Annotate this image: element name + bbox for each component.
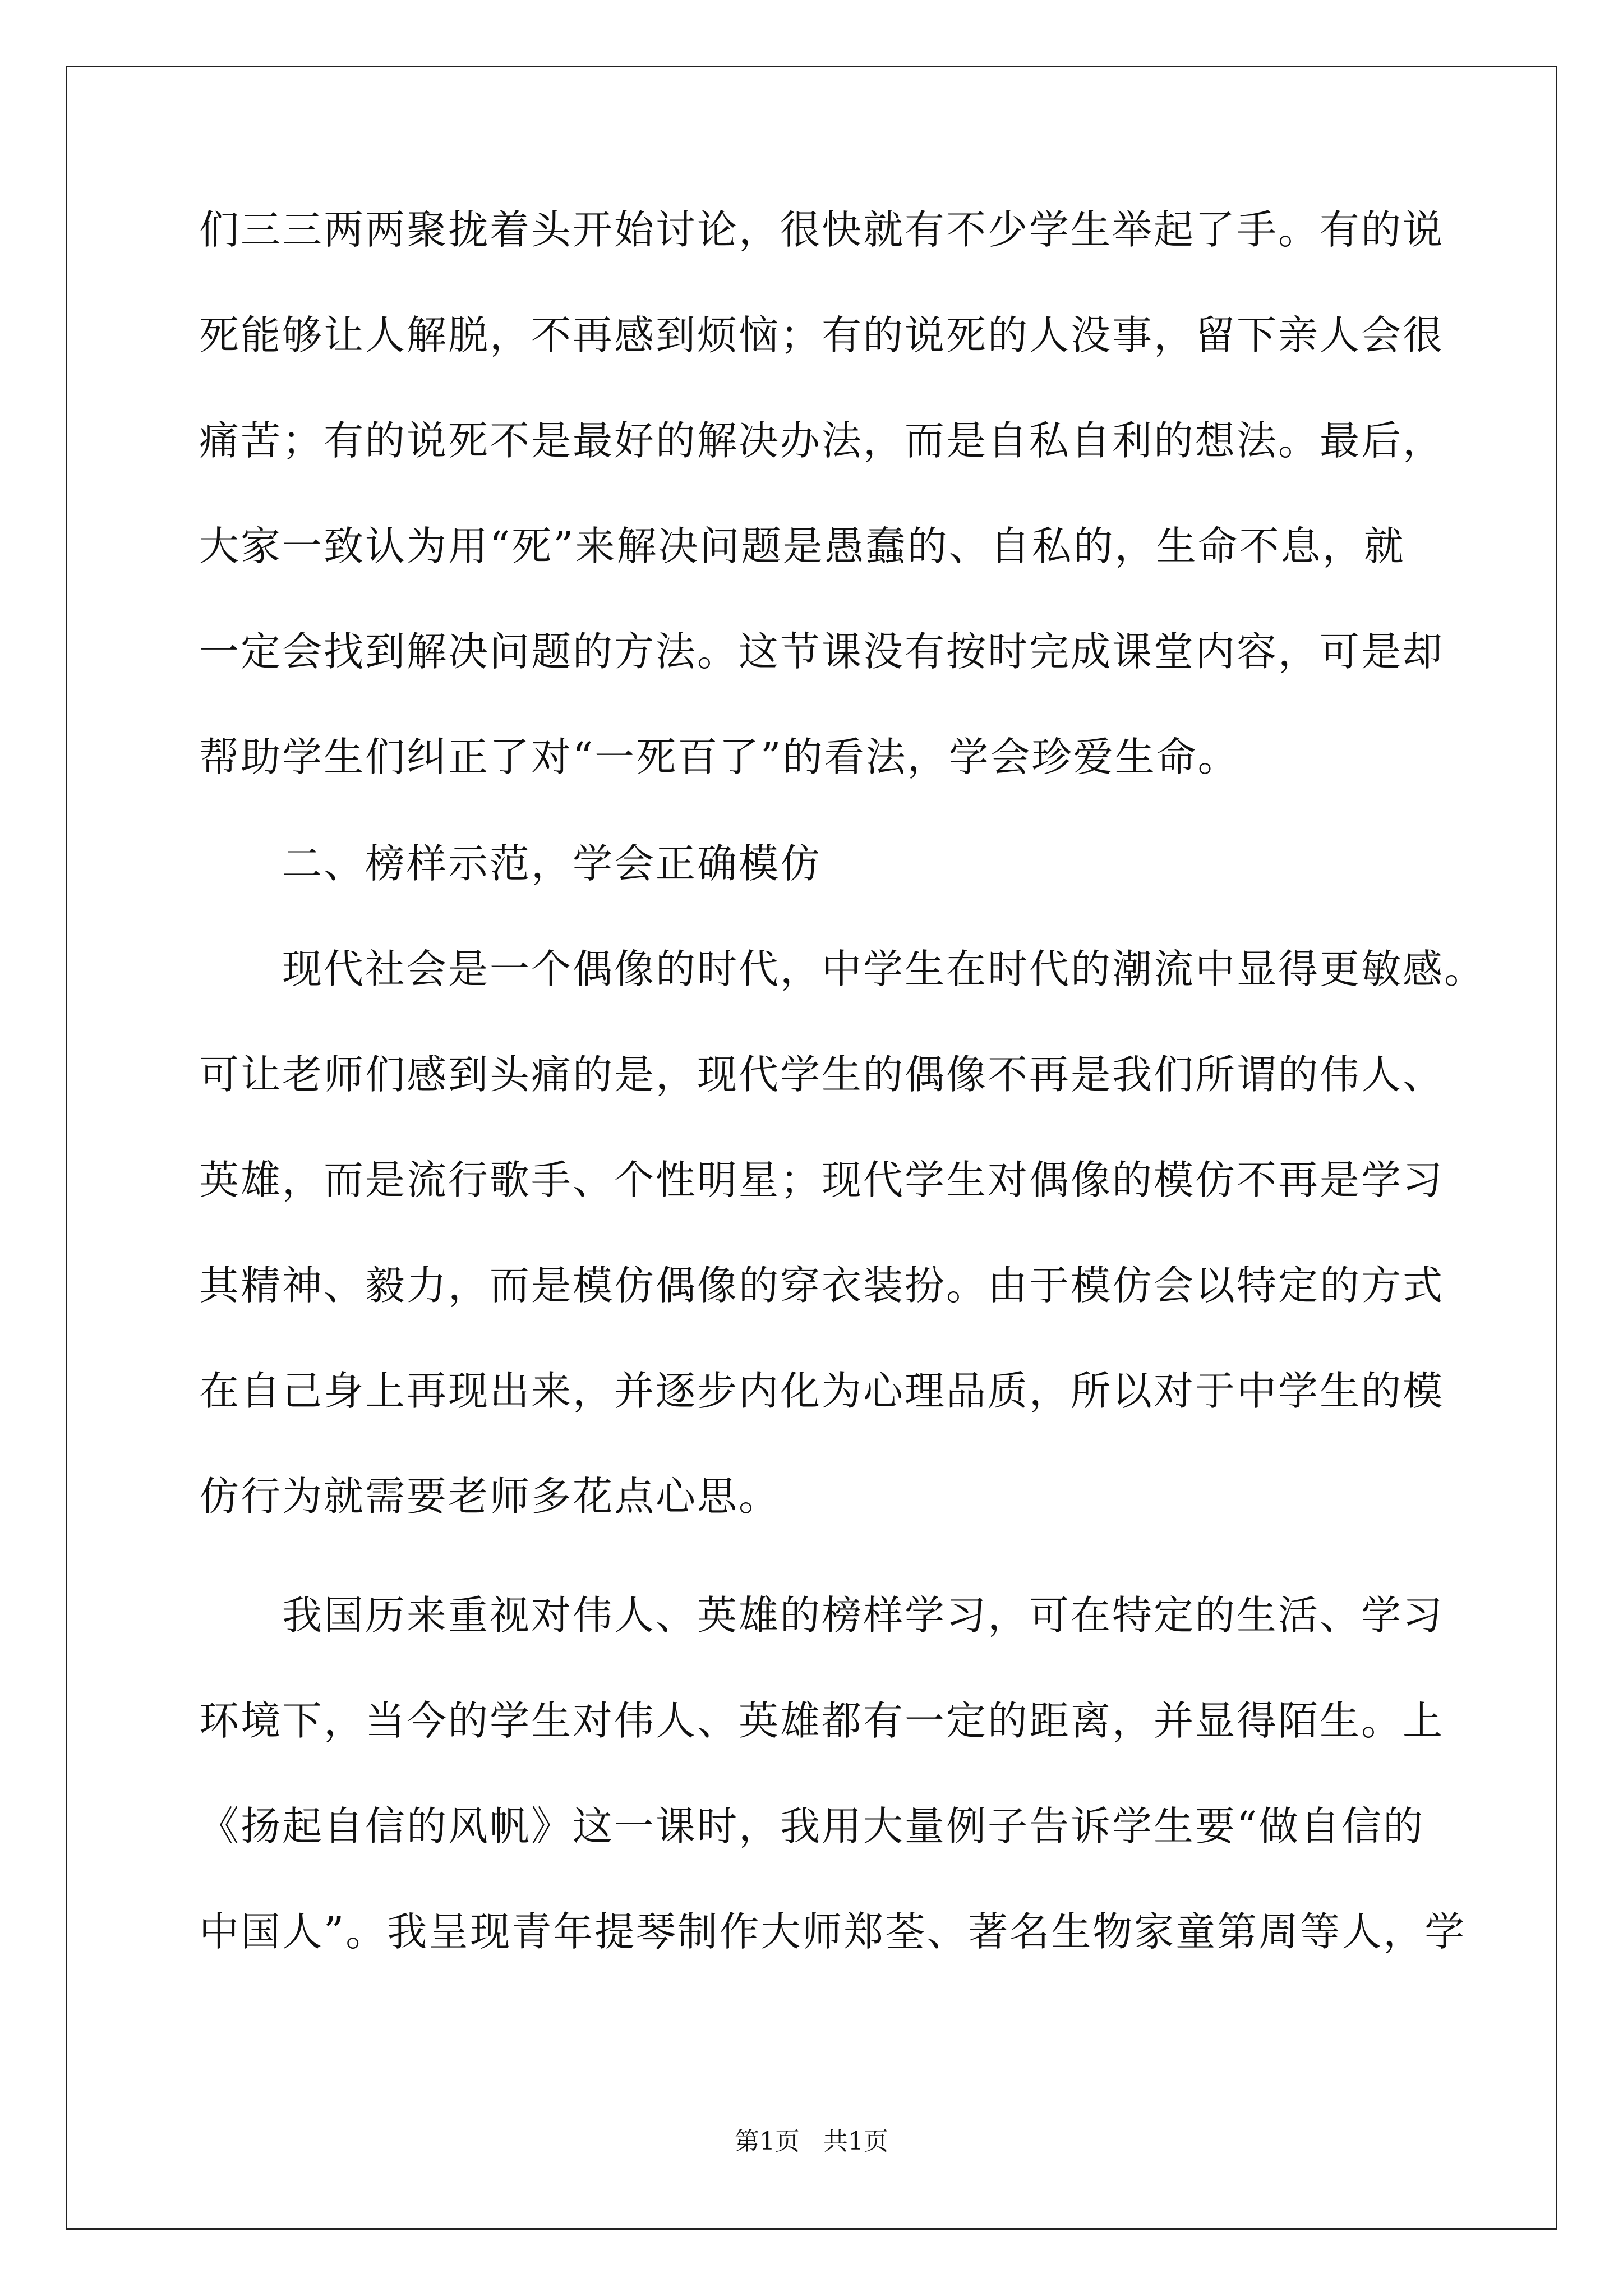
text-line: 英雄，而是流行歌手、个性明星；现代学生对偶像的模仿不再是学习 (199, 1157, 1445, 1203)
page-footer (0, 2125, 1623, 2159)
text-line: 《扬起自信的风帆》这一课时，我用大量例子告诉学生要“做自信的 (199, 1803, 1425, 1849)
paragraph-start-line: 我国历来重视对伟人、英雄的榜样学习，可在特定的生活、学习 (282, 1592, 1445, 1639)
page-total: 共1页 (823, 2127, 888, 2156)
section-heading: 二、榜样示范，学会正确模仿 (282, 840, 822, 887)
text-line: 们三三两两聚拢着头开始讨论，很快就有不少学生举起了手。有的说 (199, 206, 1445, 253)
text-line: 可让老师们感到头痛的是，现代学生的偶像不再是我们所谓的伟人、 (199, 1051, 1445, 1098)
text-line: 死能够让人解脱，不再感到烦恼；有的说死的人没事，留下亲人会很 (199, 312, 1445, 358)
text-line: 其精神、毅力，而是模仿偶像的穿衣装扮。由于模仿会以特定的方式 (199, 1262, 1445, 1309)
text-line: 环境下，当今的学生对伟人、英雄都有一定的距离，并显得陌生。上 (199, 1697, 1445, 1744)
text-line: 大家一致认为用“死”来解决问题是愚蠢的、自私的，生命不息，就 (199, 523, 1405, 569)
text-line: 在自己身上再现出来，并逐步内化为心理品质，所以对于中学生的模 (199, 1368, 1445, 1414)
text-line: 中国人”。我呈现青年提琴制作大师郑荃、著名生物家童第周等人，学 (199, 1908, 1467, 1955)
text-line: 一定会找到解决问题的方法。这节课没有按时完成课堂内容，可是却 (199, 628, 1445, 675)
paragraph-start-line: 现代社会是一个偶像的时代，中学生在时代的潮流中显得更敏感。 (282, 946, 1486, 992)
text-line: 痛苦；有的说死不是最好的解决办法，而是自私自利的想法。最后， (199, 417, 1445, 464)
page-number: 第1页 (735, 2127, 800, 2156)
text-line: 仿行为就需要老师多花点心思。 (199, 1473, 781, 1520)
text-line: 帮助学生们纠正了对“一死百了”的看法，学会珍爱生命。 (199, 734, 1239, 780)
